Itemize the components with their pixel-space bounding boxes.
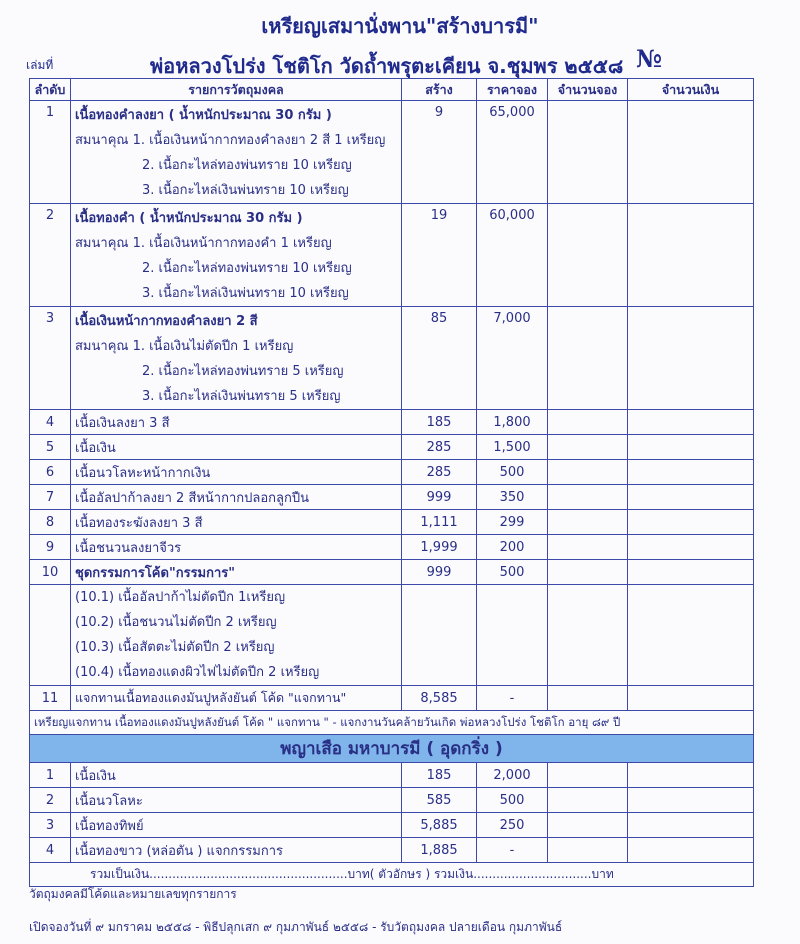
item-price: 200	[477, 535, 548, 560]
reserve-qty-cell[interactable]	[548, 101, 628, 204]
item-qty: 999	[402, 560, 477, 585]
item-name: เนื้อเงิน	[71, 435, 402, 460]
item-price: 7,000	[477, 307, 548, 410]
footer-note: วัตถุมงคลมีโค้ดและหมายเลขทุกรายการ	[29, 887, 237, 901]
set-item-line: (10.2) เนื้อชนวนไม่ตัดปีก 2 เหรียญ	[75, 615, 277, 630]
item-name: เนื้อเงินลงยา 3 สี	[71, 410, 402, 435]
item-price: 1,800	[477, 410, 548, 435]
item-price: 500	[477, 560, 548, 585]
amount-cell[interactable]	[628, 307, 754, 410]
item-price: 350	[477, 485, 548, 510]
item-no: 11	[30, 686, 71, 711]
total-line: รวมเป็นเงิน....................................................บาท( ตัวอักษร ) รวมเงิน...............................บาท	[30, 863, 754, 887]
item-price: 299	[477, 510, 548, 535]
item-name: เนื้อเงินหน้ากากทองคำลงยา 2 สี	[75, 314, 258, 329]
item-qty: 285	[402, 460, 477, 485]
item-name: เนื้อทองทิพย์	[71, 813, 402, 838]
reserve-qty-cell[interactable]	[548, 838, 628, 863]
column-header-made: สร้าง	[402, 79, 477, 101]
item-qty: 185	[402, 410, 477, 435]
item-name: เนื้อทองขาว (หล่อตัน ) แจกกรรมการ	[71, 838, 402, 863]
total-row	[30, 863, 754, 887]
table-row	[30, 485, 754, 510]
item-bonus-line: 2. เนื้อกะไหล่ทองพ่นทราย 10 เหรียญ	[142, 261, 352, 276]
table-row	[30, 763, 754, 788]
item-no: 1	[30, 101, 71, 204]
reserve-qty-cell[interactable]	[548, 763, 628, 788]
item-name: เนื้อทองคำ ( น้ำหนักประมาณ 30 กรัม )	[75, 211, 303, 226]
item-no: 4	[30, 410, 71, 435]
item-price: 1,500	[477, 435, 548, 460]
amount-cell[interactable]	[628, 101, 754, 204]
reserve-qty-cell[interactable]	[548, 560, 628, 585]
empty-cell	[548, 585, 628, 686]
item-qty: 1,111	[402, 510, 477, 535]
amount-cell[interactable]	[628, 560, 754, 585]
set-item-line: (10.1) เนื้ออัลปาก้าไม่ตัดปีก 1เหรียญ	[75, 590, 286, 605]
amount-cell[interactable]	[628, 485, 754, 510]
amount-cell[interactable]	[628, 510, 754, 535]
table-row	[30, 510, 754, 535]
table-row	[30, 788, 754, 813]
reserve-qty-cell[interactable]	[548, 788, 628, 813]
reserve-qty-cell[interactable]	[548, 686, 628, 711]
set-contents-cell	[71, 585, 402, 686]
item-qty: 9	[402, 101, 477, 204]
table-row	[30, 813, 754, 838]
amount-cell[interactable]	[628, 410, 754, 435]
item-no: 2	[30, 204, 71, 307]
item-price: 500	[477, 788, 548, 813]
item-detail-cell	[71, 307, 402, 410]
item-name: เนื้อชนวนลงยาจีวร	[71, 535, 402, 560]
table-row	[30, 204, 754, 307]
column-header-price: ราคาจอง	[477, 79, 548, 101]
column-header-no: ลำดับ	[30, 79, 71, 101]
book-number-label: เล่มที่	[26, 58, 54, 72]
form-title: เหรียญเสมานั่งพาน"สร้างบารมี"	[261, 14, 539, 38]
item-qty: 19	[402, 204, 477, 307]
reserve-qty-cell[interactable]	[548, 410, 628, 435]
note-row	[30, 711, 754, 735]
item-price: 60,000	[477, 204, 548, 307]
set-item-line: (10.3) เนื้อสัตตะไม่ตัดปีก 2 เหรียญ	[75, 640, 275, 655]
empty-cell	[402, 585, 477, 686]
amount-cell[interactable]	[628, 460, 754, 485]
giveaway-note: เหรียญแจกทาน เนื้อทองแดงมันปูหลังยันต์ โค้ด " แจกทาน " - แจกงานวันคล้ายวันเกิด พ่อหลวงโปร่ง โชติโก อายุ ๘๙ ปี	[30, 711, 754, 735]
item-qty: 1,885	[402, 838, 477, 863]
item-name: เนื้ออัลปาก้าลงยา 2 สีหน้ากากปลอกลูกปืน	[71, 485, 402, 510]
table-row	[30, 460, 754, 485]
item-qty: 5,885	[402, 813, 477, 838]
reserve-qty-cell[interactable]	[548, 307, 628, 410]
item-no: 10	[30, 560, 71, 585]
table-row	[30, 686, 754, 711]
amount-cell[interactable]	[628, 763, 754, 788]
table-row	[30, 838, 754, 863]
footer-schedule: เปิดจองวันที่ ๙ มกราคม ๒๕๕๘ - พิธีปลุกเสก ๙ กุมภาพันธ์ ๒๕๕๘ - รับวัตถุมงคล ปลายเดือน กุมภาพันธ์	[29, 920, 563, 934]
item-name: ชุดกรรมการโค้ด"กรรมการ"	[71, 560, 402, 585]
empty-cell	[30, 585, 71, 686]
item-no: 2	[30, 788, 71, 813]
amount-cell[interactable]	[628, 838, 754, 863]
amount-cell[interactable]	[628, 813, 754, 838]
item-name: เนื้อทองระฆังลงยา 3 สี	[71, 510, 402, 535]
item-price: 65,000	[477, 101, 548, 204]
order-table	[29, 78, 754, 887]
item-name: เนื้อนวโลหะหน้ากากเงิน	[71, 460, 402, 485]
column-header-amount: จำนวนเงิน	[628, 79, 754, 101]
reserve-qty-cell[interactable]	[548, 535, 628, 560]
item-bonus-line: 2. เนื้อกะไหล่ทองพ่นทราย 10 เหรียญ	[142, 158, 352, 173]
item-bonus-line: สมนาคุณ 1. เนื้อเงินหน้ากากทองคำ 1 เหรียญ	[75, 236, 332, 251]
form-subtitle: พ่อหลวงโปร่ง โชติโก วัดถ้ำพรุตะเคียน จ.ชุมพร ๒๕๕๘	[150, 54, 624, 78]
reserve-qty-cell[interactable]	[548, 485, 628, 510]
table-header-row	[30, 79, 754, 101]
item-bonus-line: 3. เนื้อกะไหล่เงินพ่นทราย 10 เหรียญ	[142, 286, 349, 301]
item-bonus-line: สมนาคุณ 1. เนื้อเงินหน้ากากทองคำลงยา 2 สี 1 เหรียญ	[75, 133, 386, 148]
table-row	[30, 101, 754, 204]
table-row	[30, 435, 754, 460]
column-header-reserve-qty: จำนวนจอง	[548, 79, 628, 101]
item-bonus-line: สมนาคุณ 1. เนื้อเงินไม่ตัดปีก 1 เหรียญ	[75, 339, 294, 354]
section-header-row	[30, 735, 754, 763]
amount-cell[interactable]	[628, 686, 754, 711]
item-no: 9	[30, 535, 71, 560]
item-qty: 585	[402, 788, 477, 813]
item-bonus-line: 3. เนื้อกะไหล่เงินพ่นทราย 10 เหรียญ	[142, 183, 349, 198]
reserve-qty-cell[interactable]	[548, 460, 628, 485]
item-bonus-line: 3. เนื้อกะไหล่เงินพ่นทราย 5 เหรียญ	[142, 389, 341, 404]
amount-cell[interactable]	[628, 788, 754, 813]
item-no: 7	[30, 485, 71, 510]
item-qty: 8,585	[402, 686, 477, 711]
amount-cell[interactable]	[628, 535, 754, 560]
item-qty: 185	[402, 763, 477, 788]
item-price: -	[477, 686, 548, 711]
table-row	[30, 585, 754, 686]
item-name: เนื้อทองคำลงยา ( น้ำหนักประมาณ 30 กรัม )	[75, 108, 332, 123]
amount-cell[interactable]	[628, 435, 754, 460]
item-no: 3	[30, 307, 71, 410]
item-no: 1	[30, 763, 71, 788]
item-price: 500	[477, 460, 548, 485]
item-detail-cell	[71, 101, 402, 204]
table-row	[30, 307, 754, 410]
reserve-qty-cell[interactable]	[548, 510, 628, 535]
item-qty: 999	[402, 485, 477, 510]
item-name: เนื้อนวโลหะ	[71, 788, 402, 813]
item-bonus-line: 2. เนื้อกะไหล่ทองพ่นทราย 5 เหรียญ	[142, 364, 344, 379]
set-item-line: (10.4) เนื้อทองแดงผิวไฟไม่ตัดปีก 2 เหรียญ	[75, 665, 320, 680]
item-qty: 1,999	[402, 535, 477, 560]
item-no: 6	[30, 460, 71, 485]
item-no: 4	[30, 838, 71, 863]
table-row	[30, 535, 754, 560]
reserve-qty-cell[interactable]	[548, 435, 628, 460]
table-row	[30, 560, 754, 585]
reserve-qty-cell[interactable]	[548, 813, 628, 838]
item-name: แจกทานเนื้อทองแดงมันปูหลังยันต์ โค้ด "แจกทาน"	[71, 686, 402, 711]
empty-cell	[477, 585, 548, 686]
table-row	[30, 410, 754, 435]
empty-cell	[628, 585, 754, 686]
item-name: เนื้อเงิน	[71, 763, 402, 788]
item-no: 3	[30, 813, 71, 838]
item-price: -	[477, 838, 548, 863]
serial-number-symbol: №	[636, 44, 663, 73]
reserve-qty-cell[interactable]	[548, 204, 628, 307]
item-no: 8	[30, 510, 71, 535]
column-header-item: รายการวัตถุมงคล	[71, 79, 402, 101]
item-qty: 285	[402, 435, 477, 460]
item-qty: 85	[402, 307, 477, 410]
amount-cell[interactable]	[628, 204, 754, 307]
item-no: 5	[30, 435, 71, 460]
item-price: 250	[477, 813, 548, 838]
item-price: 2,000	[477, 763, 548, 788]
section-title: พญาเสือ มหาบารมี ( อุดกริ่ง )	[30, 735, 754, 763]
item-detail-cell	[71, 204, 402, 307]
